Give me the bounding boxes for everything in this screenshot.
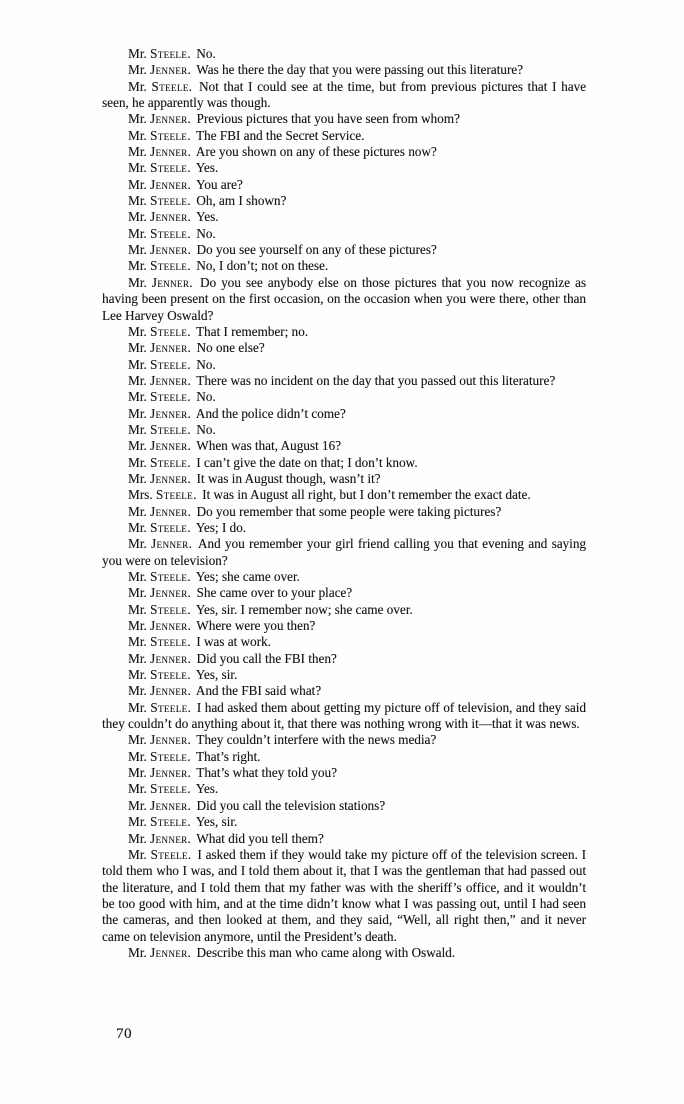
speaker-name: Jenner. (149, 650, 192, 666)
transcript-paragraph (102, 487, 586, 503)
utterance-text: No, I don’t; not on these. (196, 258, 329, 274)
transcript-paragraph (102, 389, 586, 405)
transcript-paragraph (102, 749, 586, 765)
utterance-text: I can’t give the date on that; I don’t know. (196, 454, 418, 470)
transcript-paragraph (102, 209, 586, 225)
utterance-text: That’s what they told you? (196, 765, 337, 781)
speaker-prefix: Mr. (128, 667, 147, 683)
speaker-prefix: Mr. (128, 160, 147, 176)
speaker-name: Jenner. (149, 242, 192, 258)
speaker-prefix: Mr. (128, 258, 147, 274)
utterance-text: And the police didn’t come? (195, 405, 346, 421)
utterance-text: Previous pictures that you have seen from whom? (196, 111, 460, 127)
speaker-prefix: Mr. (128, 846, 147, 862)
speaker-name: Steele. (149, 389, 191, 405)
transcript-paragraph (102, 569, 586, 585)
transcript-paragraph (102, 275, 586, 324)
speaker-prefix: Mr. (128, 372, 147, 388)
speaker-prefix: Mr. (128, 225, 147, 241)
speaker-prefix: Mr. (128, 193, 147, 209)
speaker-name: Jenner. (149, 830, 192, 846)
transcript-paragraph (102, 781, 586, 797)
speaker-name: Steele. (149, 127, 191, 143)
utterance-text: Did you call the television stations? (196, 797, 386, 813)
speaker-prefix: Mr. (128, 356, 147, 372)
speaker-prefix: Mr. (128, 389, 147, 405)
transcript-paragraph (102, 406, 586, 422)
utterance-text: Yes, sir. (195, 814, 238, 830)
utterance-text: Did you call the FBI then? (196, 650, 337, 666)
speaker-name: Steele. (149, 46, 191, 61)
speaker-name: Jenner. (149, 797, 192, 813)
transcript-paragraph (102, 504, 586, 520)
transcript-text-block (102, 46, 586, 961)
speaker-prefix: Mr. (128, 62, 147, 78)
utterance-text: Yes, sir. (195, 667, 238, 683)
speaker-prefix: Mr. (128, 634, 147, 650)
transcript-paragraph (102, 798, 586, 814)
speaker-prefix: Mr. (128, 797, 147, 813)
utterance-text: Yes, sir. I remember now; she came over. (195, 601, 413, 617)
utterance-text: Yes. (195, 160, 219, 176)
speaker-name: Steele. (149, 748, 191, 764)
utterance-text: Yes. (196, 209, 219, 225)
speaker-name: Steele. (149, 356, 191, 372)
transcript-paragraph (102, 324, 586, 340)
transcript-paragraph (102, 128, 586, 144)
speaker-prefix: Mr. (128, 438, 147, 454)
transcript-paragraph (102, 79, 586, 112)
utterance-text: Do you remember that some people were taking pictures? (196, 503, 502, 519)
transcript-paragraph (102, 667, 586, 683)
speaker-prefix: Mr. (128, 585, 147, 601)
speaker-name: Jenner. (149, 470, 192, 486)
speaker-name: Steele. (149, 601, 191, 617)
utterance-text: Yes. (195, 781, 219, 797)
speaker-prefix: Mr. (128, 209, 147, 225)
transcript-paragraph (102, 732, 586, 748)
speaker-name: Steele. (150, 699, 192, 715)
speaker-prefix: Mr. (128, 127, 147, 143)
speaker-name: Steele. (149, 814, 191, 830)
speaker-name: Jenner. (149, 944, 192, 960)
speaker-prefix: Mr. (128, 699, 147, 715)
transcript-paragraph (102, 438, 586, 454)
speaker-prefix: Mr. (128, 111, 147, 127)
speaker-name: Steele. (149, 193, 191, 209)
transcript-paragraph (102, 258, 586, 274)
utterance-text: And you remember your girl friend calling you that evening and saying you were on television? (102, 536, 587, 568)
speaker-name: Steele. (149, 519, 191, 535)
utterance-text: Not that I could see at the time, but from previous pictures that I have seen, he apparently was though. (102, 78, 587, 111)
speaker-prefix: Mr. (128, 765, 147, 781)
transcript-paragraph (102, 651, 586, 667)
utterance-text: That’s right. (195, 748, 261, 764)
speaker-name: Jenner. (149, 405, 192, 421)
speaker-prefix: Mr. (128, 78, 147, 94)
utterance-text: I was at work. (196, 634, 271, 650)
transcript-paragraph (102, 536, 586, 569)
speaker-name: Jenner. (149, 62, 192, 78)
speaker-name: Steele. (149, 225, 191, 241)
utterance-text: I had asked them about getting my picture off of television, and they said they couldn’t do anything about it, that there was nothing wrong with it—that it was news. (102, 699, 587, 732)
speaker-name: Jenner. (149, 144, 192, 160)
transcript-paragraph (102, 634, 586, 650)
utterance-text: Oh, am I shown? (196, 193, 287, 209)
transcript-paragraph (102, 357, 586, 373)
transcript-paragraph (102, 455, 586, 471)
utterance-text: No. (196, 46, 216, 61)
utterance-text: Do you see yourself on any of these pictures? (196, 242, 437, 258)
speaker-prefix: Mr. (128, 569, 147, 584)
utterance-text: It was in August all right, but I don’t remember the exact date. (202, 487, 531, 503)
utterance-text: And the FBI said what? (195, 683, 322, 699)
utterance-text: Where were you then? (196, 618, 316, 634)
transcript-paragraph (102, 847, 586, 945)
speaker-name: Jenner. (151, 274, 193, 290)
speaker-name: Jenner. (149, 176, 192, 192)
transcript-paragraph (102, 520, 586, 536)
speaker-name: Steele. (149, 634, 191, 650)
speaker-prefix: Mr. (128, 618, 147, 634)
utterance-text: That I remember; no. (195, 323, 309, 339)
transcript-paragraph (102, 602, 586, 618)
transcript-paragraph (102, 62, 586, 78)
speaker-prefix: Mr. (128, 323, 147, 339)
page-number: 70 (116, 1026, 132, 1042)
speaker-name: Jenner. (149, 765, 192, 781)
utterance-text: She came over to your place? (196, 585, 353, 601)
speaker-prefix: Mr. (128, 536, 147, 552)
utterance-text: Describe this man who came along with Oswald. (196, 944, 456, 960)
speaker-prefix: Mr. (128, 46, 147, 61)
speaker-name: Steele. (149, 781, 191, 797)
speaker-prefix: Mr. (128, 470, 147, 486)
utterance-text: Yes; she came over. (195, 569, 300, 584)
transcript-paragraph (102, 242, 586, 258)
speaker-prefix: Mr. (128, 454, 147, 470)
speaker-name: Jenner. (149, 585, 192, 601)
speaker-name: Steele. (149, 569, 191, 584)
transcript-paragraph (102, 683, 586, 699)
speaker-name: Steele. (149, 160, 191, 176)
speaker-name: Jenner. (149, 683, 192, 699)
speaker-prefix: Mr. (128, 650, 147, 666)
utterance-text: When was that, August 16? (196, 438, 341, 454)
speaker-prefix: Mr. (128, 683, 147, 699)
speaker-name: Jenner. (149, 372, 192, 388)
transcript-paragraph (102, 226, 586, 242)
speaker-name: Jenner. (149, 209, 192, 225)
speaker-prefix: Mr. (128, 814, 147, 830)
utterance-text: You are? (196, 176, 243, 192)
transcript-paragraph (102, 111, 586, 127)
transcript-paragraph (102, 46, 586, 62)
utterance-text: The FBI and the Secret Service. (195, 127, 365, 143)
speaker-prefix: Mr. (128, 144, 147, 160)
speaker-name: Steele. (155, 487, 197, 503)
utterance-text: No. (196, 389, 216, 405)
speaker-prefix: Mr. (128, 781, 147, 797)
speaker-prefix: Mr. (128, 340, 147, 356)
speaker-name: Jenner. (149, 732, 192, 748)
transcript-paragraph (102, 585, 586, 601)
utterance-text: Do you see anybody else on those pictures that you now recognize as having been present on the first occasion, on the occasion when you were there, other than Lee Harvey Oswald? (102, 274, 587, 323)
speaker-name: Steele. (149, 421, 191, 437)
speaker-prefix: Mr. (128, 405, 147, 421)
transcript-paragraph (102, 618, 586, 634)
utterance-text: No. (196, 225, 216, 241)
speaker-name: Steele. (149, 454, 191, 470)
speaker-name: Jenner. (149, 503, 192, 519)
utterance-text: Yes; I do. (195, 519, 247, 535)
speaker-prefix: Mr. (128, 242, 147, 258)
transcript-paragraph (102, 193, 586, 209)
transcript-paragraph (102, 340, 586, 356)
transcript-paragraph (102, 814, 586, 830)
speaker-prefix: Mr. (128, 944, 147, 960)
utterance-text: There was no incident on the day that you passed out this literature? (196, 372, 556, 388)
speaker-prefix: Mr. (128, 421, 147, 437)
utterance-text: It was in August though, wasn’t it? (196, 470, 381, 486)
speaker-prefix: Mr. (128, 748, 147, 764)
transcript-paragraph (102, 422, 586, 438)
transcript-paragraph (102, 144, 586, 160)
utterance-text: No. (196, 356, 216, 372)
utterance-text: They couldn’t interfere with the news media? (196, 732, 437, 748)
transcript-paragraph (102, 945, 586, 961)
speaker-prefix: Mr. (128, 503, 147, 519)
transcript-paragraph (102, 471, 586, 487)
speaker-prefix: Mr. (128, 732, 147, 748)
speaker-prefix: Mr. (128, 519, 147, 535)
speaker-prefix: Mrs. (128, 487, 153, 503)
speaker-name: Jenner. (151, 536, 193, 552)
speaker-name: Jenner. (149, 438, 192, 454)
transcript-paragraph (102, 160, 586, 176)
speaker-prefix: Mr. (128, 830, 147, 846)
speaker-name: Jenner. (149, 618, 192, 634)
transcript-paragraph (102, 831, 586, 847)
speaker-name: Steele. (150, 846, 192, 862)
speaker-name: Steele. (151, 78, 193, 94)
utterance-text: No one else? (196, 340, 265, 356)
utterance-text: I asked them if they would take my picture off of the television screen. I told them who I was, and I told them about it, that I was the gentleman that had passed out the literature, and I told them that my father was with the sheriff’s office, and it wouldn’t be too good with him, and at the time didn’t know what I was passing out, until I had seen the cameras, and then looked at them, and they said, “Well, all right then,” and it never came on television anymore, until the President’s death. (102, 846, 587, 944)
transcript-paragraph (102, 765, 586, 781)
utterance-text: What did you tell them? (196, 830, 324, 846)
speaker-name: Steele. (149, 667, 191, 683)
speaker-name: Jenner. (149, 340, 192, 356)
speaker-name: Steele. (149, 258, 191, 274)
transcript-paragraph (102, 700, 586, 733)
speaker-prefix: Mr. (128, 601, 147, 617)
utterance-text: Are you shown on any of these pictures now? (195, 144, 437, 160)
speaker-name: Jenner. (149, 111, 192, 127)
speaker-name: Steele. (149, 323, 191, 339)
utterance-text: Was he there the day that you were passing out this literature? (196, 62, 523, 78)
transcript-paragraph (102, 177, 586, 193)
speaker-prefix: Mr. (128, 274, 147, 290)
speaker-prefix: Mr. (128, 176, 147, 192)
utterance-text: No. (196, 421, 216, 437)
transcript-paragraph (102, 373, 586, 389)
